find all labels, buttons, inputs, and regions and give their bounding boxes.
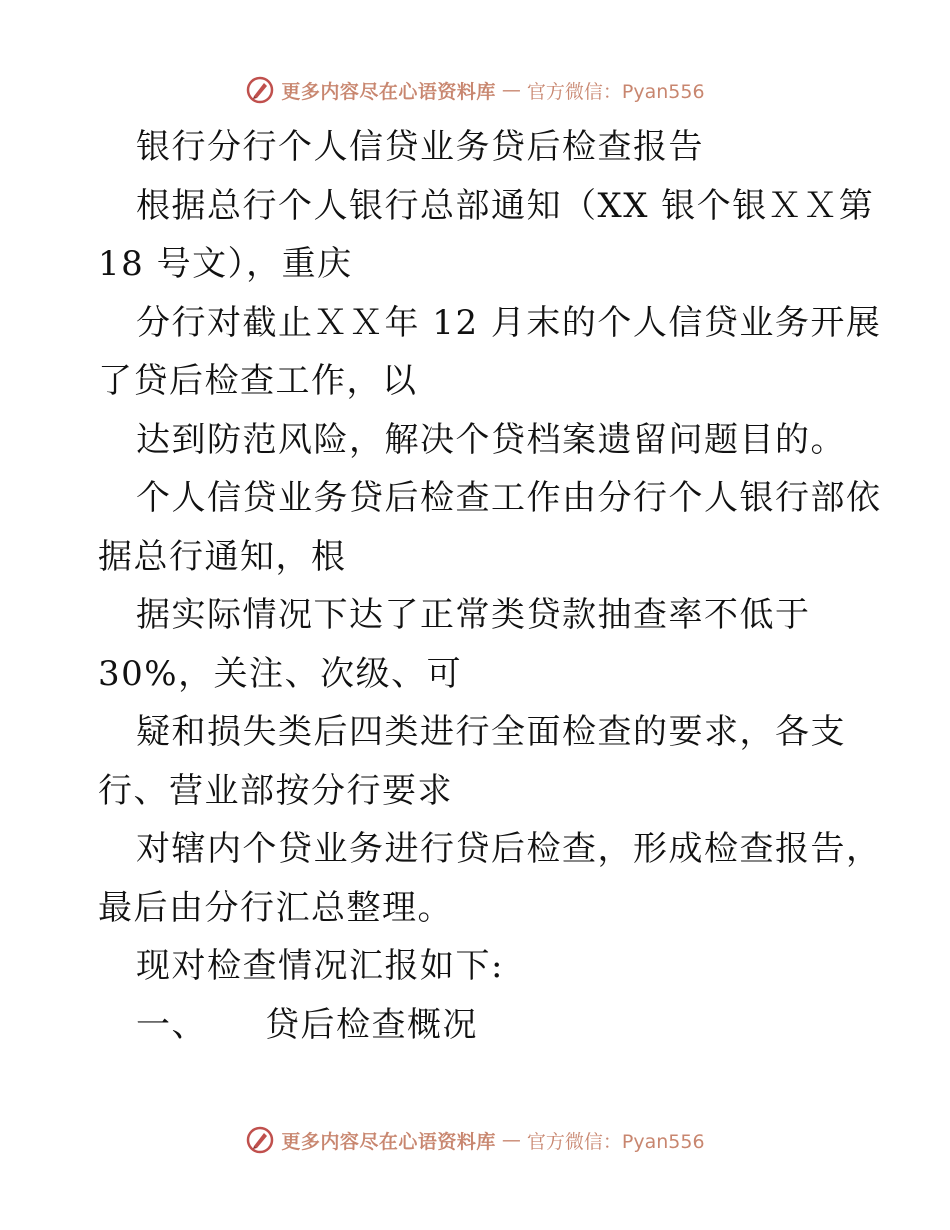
section-number: 一、 bbox=[136, 1004, 207, 1045]
watermark-title: 更多内容尽在心语资料库 bbox=[281, 80, 496, 103]
pen-logo-icon bbox=[245, 1125, 275, 1155]
paragraph-line: 据总行通知，根 bbox=[98, 536, 347, 577]
paragraph-line: 行、营业部按分行要求 bbox=[98, 770, 453, 811]
watermark-header bbox=[0, 72, 950, 108]
watermark-footer bbox=[0, 1122, 950, 1158]
paragraph-line: 据实际情况下达了正常类贷款抽查率不低于 bbox=[136, 595, 811, 635]
section-heading bbox=[98, 996, 868, 1055]
paragraph-line: 30%，关注、次级、可 bbox=[98, 653, 463, 694]
document-title: 银行分行个人信贷业务贷后检查报告 bbox=[136, 127, 704, 167]
paragraph-line: 了贷后检查工作，以 bbox=[98, 361, 418, 401]
section-title: 贷后检查概况 bbox=[265, 1004, 478, 1045]
paragraph-line: 根据总行个人银行总部通知（XX 银个银ＸＸ第 bbox=[136, 185, 875, 226]
watermark-separator: — bbox=[501, 79, 521, 101]
watermark-title: 更多内容尽在心语资料库 bbox=[281, 1130, 496, 1153]
pen-logo-icon bbox=[245, 75, 275, 105]
paragraph-line: 个人信贷业务贷后检查工作由分行个人银行部依 bbox=[136, 478, 882, 518]
paragraph-line: 对辖内个贷业务进行贷后检查，形成检查报告， bbox=[136, 829, 882, 869]
watermark-contact: 官方微信：Pyan556 bbox=[526, 1130, 705, 1153]
watermark-separator: — bbox=[501, 1129, 521, 1151]
paragraph-line: 现对检查情况汇报如下: bbox=[136, 946, 504, 986]
paragraph-line: 最后由分行汇总整理。 bbox=[98, 887, 453, 928]
paragraph-line: 疑和损失类后四类进行全面检查的要求，各支 bbox=[136, 712, 846, 752]
paragraph-line: 达到防范风险，解决个贷档案遗留问题目的。 bbox=[136, 419, 846, 460]
paragraph-line: 18 号文），重庆 bbox=[98, 244, 353, 284]
document-body bbox=[98, 118, 882, 1054]
paragraph-line: 分行对截止ＸＸ年 12 月末的个人信贷业务开展 bbox=[136, 302, 882, 343]
watermark-contact: 官方微信：Pyan556 bbox=[526, 80, 705, 103]
